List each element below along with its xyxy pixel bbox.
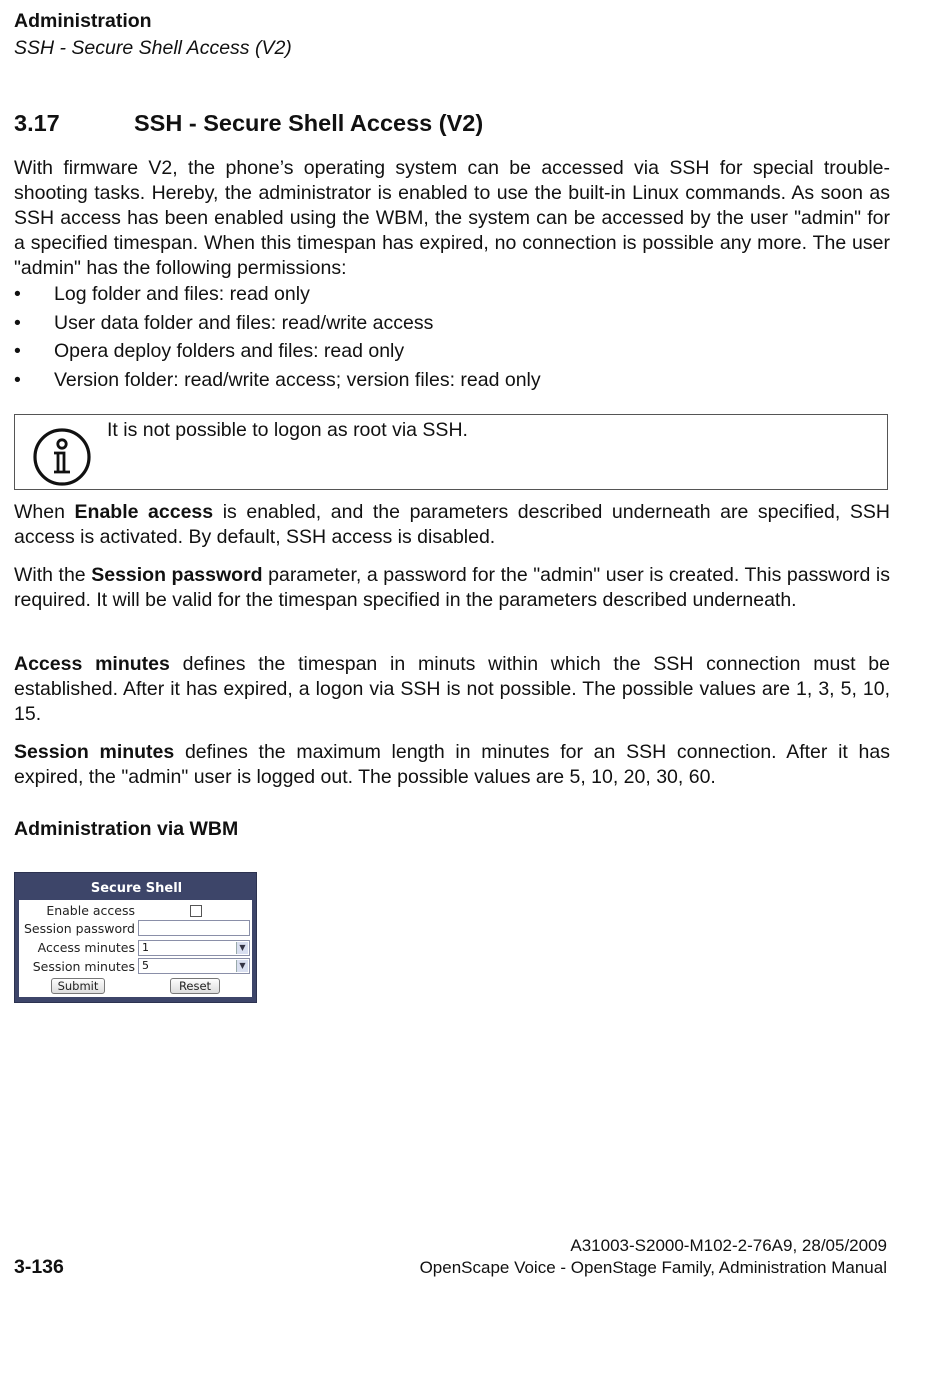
note-text: It is not possible to logon as root via SSH. — [107, 419, 468, 441]
session-minutes-paragraph: Session minutes defines the maximum length in minutes for an SSH connection. After it has expired, the "admin" user is logged out. The possible values are 5, 10, 20, 30, 60. — [14, 741, 890, 788]
list-item-text: Log folder and files: read only — [54, 283, 310, 305]
enable-access-paragraph: When Enable access is enabled, and the parameters described underneath are specified, SSH access is activated. By default, SSH access is disabled. — [14, 501, 890, 548]
session-password-paragraph: With the Session password parameter, a password for the "admin" user is created. This password is required. It will be valid for the timespan specified in the parameters described underneath. — [14, 564, 890, 611]
section-number: 3.17 — [14, 110, 60, 136]
info-icon — [32, 427, 92, 487]
session-minutes-label: Session minutes — [32, 959, 135, 974]
submit-button[interactable]: Submit — [51, 978, 105, 994]
term-session-minutes: Session minutes — [14, 741, 175, 763]
chevron-down-icon: ▼ — [236, 960, 248, 972]
permissions-list — [14, 282, 890, 397]
bullet-marker: • — [14, 283, 21, 305]
panel-form — [19, 900, 252, 997]
running-header-chapter: Administration — [14, 10, 152, 32]
access-minutes-value: 1 — [142, 941, 149, 954]
access-minutes-select[interactable] — [138, 940, 250, 956]
session-minutes-select[interactable] — [138, 958, 250, 974]
bullet-marker: • — [14, 340, 21, 363]
enable-access-checkbox[interactable] — [190, 905, 202, 917]
list-item — [14, 311, 890, 340]
bullet-marker: • — [14, 369, 21, 392]
list-item-text: Opera deploy folders and files: read only — [54, 340, 405, 363]
chevron-down-icon: ▼ — [236, 942, 248, 954]
enable-access-label: Enable access — [46, 903, 135, 918]
session-password-label: Session password — [23, 921, 135, 936]
term-access-minutes: Access minutes — [14, 653, 170, 675]
list-item — [14, 368, 890, 397]
reset-button[interactable]: Reset — [170, 978, 220, 994]
footer-document-id: A31003-S2000-M102-2-76A9, 28/05/2009 — [570, 1236, 887, 1255]
access-minutes-paragraph: Access minutes defines the timespan in minuts within which the SSH connection must be established. After it has expired, a logon via SSH is not possible. The possible values are 1, 3, 5, 10, 15. — [14, 653, 890, 725]
running-header-subtitle: SSH - Secure Shell Access (V2) — [14, 37, 292, 59]
intro-paragraph: With firmware V2, the phone’s operating system can be accessed via SSH for special trouble-shooting tasks. Hereby, the administrator is enabled to use the built-in Linux commands. As soon as SSH access has been enabled using the WBM, the system can be accessed by the user "admin" for a specified timespan. When this timespan has expired, no connection is possible any more. The user "admin" has the following permissions: — [14, 157, 890, 279]
list-item — [14, 339, 890, 368]
footer-page-number: 3-136 — [14, 1256, 64, 1278]
panel-title: Secure Shell — [90, 881, 183, 896]
section-title: SSH - Secure Shell Access (V2) — [134, 110, 484, 136]
list-item-text: Version folder: read/write access; version files: read only — [54, 369, 541, 392]
secure-shell-panel — [14, 872, 257, 1003]
subheading-wbm: Administration via WBM — [14, 818, 239, 840]
note-box — [14, 414, 888, 490]
bullet-marker: • — [14, 311, 21, 334]
access-minutes-label: Access minutes — [37, 940, 135, 955]
term-session-password: Session password — [91, 564, 263, 586]
list-item — [14, 282, 890, 311]
session-minutes-value: 5 — [142, 959, 149, 972]
session-password-field[interactable] — [138, 920, 250, 936]
term-enable-access: Enable access — [74, 501, 214, 523]
list-item-text: User data folder and files: read/write access — [54, 311, 434, 334]
footer-manual-title: OpenScape Voice - OpenStage Family, Administration Manual — [419, 1258, 887, 1277]
